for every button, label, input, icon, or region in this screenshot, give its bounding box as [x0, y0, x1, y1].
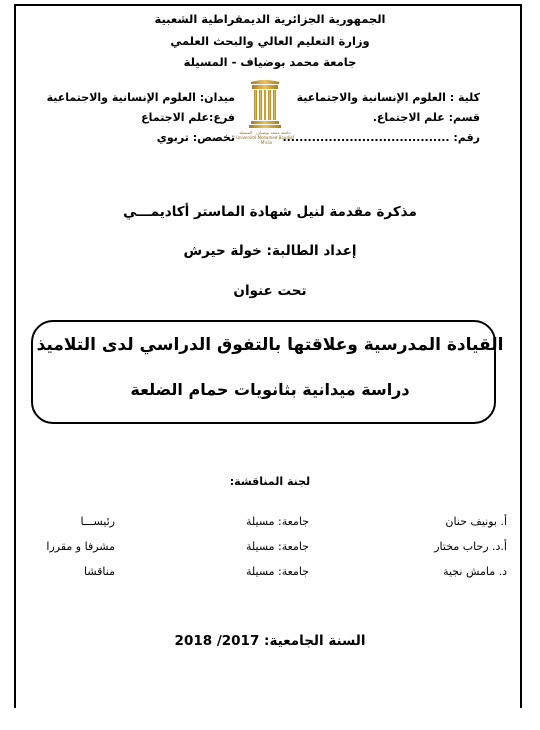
member-role: مناقشا [84, 565, 115, 578]
member-name: أ. بونيف حنان [445, 515, 507, 528]
thesis-subtitle: دراسة ميدانية بثانويات حمام الضلعة [130, 380, 410, 399]
thesis-title: القيادة المدرسية وعلاقتها بالتفوق الدراسي لدى التلاميذ [36, 335, 504, 355]
member-name: أ.د. رحاب مختار [434, 540, 507, 553]
department-label: قسم: علم الاجتماع. [372, 111, 480, 124]
member-role: رئيســـا [80, 515, 115, 528]
logo-caption-fr: Université Mohamed Boudiaf - M'sila [236, 135, 294, 145]
specialty-label: تخصص: تربوي [156, 131, 235, 144]
ministry-line: وزارة التعليم العالي والبحث العلمي [170, 34, 370, 48]
faculty-label: كلية : العلوم الإنسانية والاجتماعية [296, 91, 480, 104]
committee-heading: لجنة المناقشة: [229, 475, 311, 488]
branch-label: فرع:علم الاجتماع [141, 111, 235, 124]
university-line: جامعة محمد بوضياف - المسيلة [183, 55, 357, 69]
memo-statement: مذكرة مقدمة لنيل شهادة الماستر أكاديمـــي [123, 204, 417, 220]
republic-line: الجمهورية الجزائرية الديمقراطية الشعبية [154, 12, 386, 26]
logo-caption [236, 130, 294, 145]
member-university: جامعة: مسيلة [245, 540, 309, 553]
member-name: د. مامش نجية [443, 565, 507, 578]
field-label: ميدان: العلوم الإنسانية والاجتماعية [46, 91, 235, 104]
university-logo-icon [249, 78, 281, 128]
academic-year: السنة الجامعية: 2017/ 2018 [174, 633, 366, 649]
member-university: جامعة: مسيلة [245, 515, 309, 528]
member-role: مشرفا و مقررا [46, 540, 115, 553]
member-university: جامعة: مسيلة [245, 565, 309, 578]
under-title-label: تحت عنوان [233, 283, 307, 299]
prepared-by: إعداد الطالبة: خولة حيرش [183, 243, 357, 259]
number-label: رقم: ........................................ [282, 131, 480, 144]
logo-caption-ar: جامعة محمد بوضياف - المسيلة [239, 130, 291, 135]
